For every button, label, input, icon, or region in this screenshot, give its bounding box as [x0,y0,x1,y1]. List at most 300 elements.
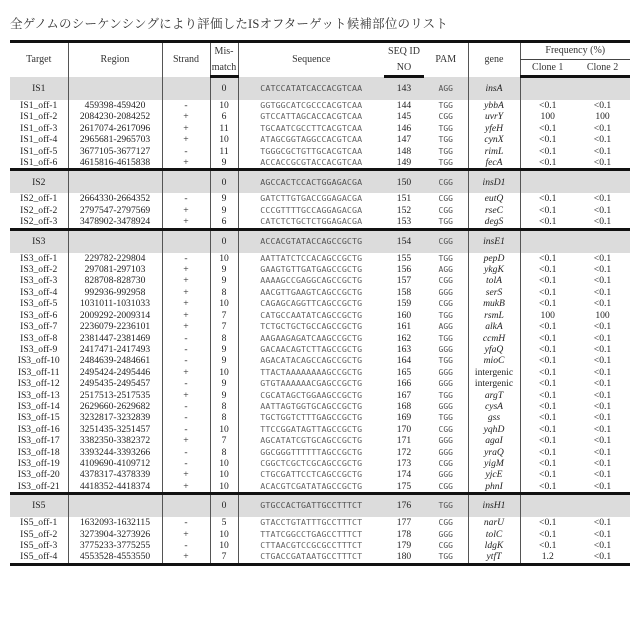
sequence-cell: CATCCATATCACCACGTCAA [238,77,384,101]
sequence-cell: AAAAGCCGAGGCAGCCGCTG [238,275,384,286]
gene-cell: phnI [468,481,520,494]
sequence-cell: ATAGCGGTAGGCCACGTCAA [238,134,384,145]
pam-cell: TGG [424,100,468,111]
clone1-cell: <0.1 [520,481,575,494]
strand-cell: + [162,321,210,332]
target-group-row [10,494,630,518]
mismatch-cell: 9 [210,378,238,389]
seqid-cell: 159 [384,298,424,309]
clone1-cell [520,494,575,518]
sequence-cell: CTGCGATTCCTCAGCCGCTG [238,469,384,480]
region-cell: 2517513-2517535 [68,390,162,401]
seqid-cell: 161 [384,321,424,332]
clone2-cell [575,229,630,253]
strand-cell: + [162,435,210,446]
clone2-cell [575,77,630,101]
target-name: IS1_off-1 [10,100,68,111]
clone2-cell: <0.1 [575,481,630,494]
off-target-row [10,287,630,298]
sequence-cell: CCCGTTTTGCCAGGAGACGA [238,205,384,216]
seqid-cell: 166 [384,378,424,389]
gene-cell: uvrY [468,111,520,122]
target-group-row [10,170,630,194]
pam-cell: CGG [424,540,468,551]
seqid-cell: 153 [384,216,424,229]
clone2-cell: <0.1 [575,447,630,458]
strand-cell: - [162,253,210,264]
gene-cell: tolA [468,275,520,286]
gene-cell: ytfT [468,551,520,564]
pam-cell: AGG [424,321,468,332]
mismatch-cell: 0 [210,77,238,101]
target-name: IS3_off-20 [10,469,68,480]
clone1-cell: <0.1 [520,469,575,480]
off-target-row [10,435,630,446]
header-seqid-1: SEQ ID [384,42,424,60]
header-pam: PAM [424,42,468,77]
off-target-row [10,298,630,309]
gene-cell: rimL [468,146,520,157]
header-target: Target [10,42,68,77]
sequence-cell: GTCCATTAGCACCACGTCAA [238,111,384,122]
region-cell: 2236079-2236101 [68,321,162,332]
seqid-cell: 151 [384,193,424,204]
pam-cell: GGG [424,401,468,412]
pam-cell: TGG [424,146,468,157]
gene-cell: intergenic [468,367,520,378]
strand-cell: + [162,287,210,298]
sequence-cell: TGCAATCGCCTTCACGTCAA [238,123,384,134]
region-cell: 2381447-2381469 [68,333,162,344]
mismatch-cell: 11 [210,146,238,157]
off-target-row [10,123,630,134]
sequence-cell: CGCATAGCTGGAAGCCGCTG [238,390,384,401]
region-cell: 229782-229804 [68,253,162,264]
target-name: IS3_off-15 [10,412,68,423]
region-cell: 2484639-2484661 [68,355,162,366]
sequence-cell: GAAGTGTTGATGAGCCGCTG [238,264,384,275]
pam-cell: TGG [424,551,468,564]
sequence-cell: GGCGGGTTTTTTAGCCGCTG [238,447,384,458]
clone1-cell: 1.2 [520,551,575,564]
off-target-row [10,157,630,170]
region-cell: 4109690-4109712 [68,458,162,469]
seqid-cell: 172 [384,447,424,458]
mismatch-cell: 10 [210,529,238,540]
pam-cell: TGG [424,412,468,423]
gene-cell: degS [468,216,520,229]
region-cell: 297081-297103 [68,264,162,275]
seqid-cell: 147 [384,134,424,145]
pam-cell: TGG [424,333,468,344]
mismatch-cell: 10 [210,367,238,378]
seqid-cell: 175 [384,481,424,494]
mismatch-cell: 0 [210,170,238,194]
pam-cell: CGG [424,458,468,469]
strand-cell: + [162,205,210,216]
strand-cell: + [162,481,210,494]
gene-cell: yraQ [468,447,520,458]
pam-cell: CGG [424,205,468,216]
seqid-cell: 173 [384,458,424,469]
target-name: IS5_off-1 [10,517,68,528]
pam-cell: CGG [424,298,468,309]
sequence-cell: AACGTTGAAGTCAGCCGCTG [238,287,384,298]
off-target-row [10,344,630,355]
clone1-cell: <0.1 [520,517,575,528]
target-name: IS3_off-12 [10,378,68,389]
clone2-cell: <0.1 [575,424,630,435]
clone2-cell: <0.1 [575,435,630,446]
strand-cell: + [162,529,210,540]
clone1-cell: <0.1 [520,264,575,275]
gene-cell: ldgK [468,540,520,551]
sequence-cell: GTACCTGTATTTGCCTTTCT [238,517,384,528]
off-target-row [10,146,630,157]
sequence-cell: ACCACCGCGTACCACGTCAA [238,157,384,170]
region-cell: 4378317-4378339 [68,469,162,480]
target-name: IS3_off-1 [10,253,68,264]
target-name: IS1_off-4 [10,134,68,145]
clone1-cell: <0.1 [520,367,575,378]
sequence-cell: TCTGCTGCTGCCAGCCGCTG [238,321,384,332]
clone1-cell: <0.1 [520,333,575,344]
gene-cell: insE1 [468,229,520,253]
clone2-cell: <0.1 [575,298,630,309]
region-cell: 2797547-2797569 [68,205,162,216]
strand-cell: + [162,390,210,401]
seqid-cell: 165 [384,367,424,378]
gene-cell: yigM [468,458,520,469]
mismatch-cell: 0 [210,229,238,253]
header-sequence: Sequence [238,42,384,77]
mismatch-cell: 9 [210,157,238,170]
gene-cell: cynX [468,134,520,145]
region-cell [68,77,162,101]
gene-cell: insD1 [468,170,520,194]
strand-cell: - [162,424,210,435]
clone1-cell: <0.1 [520,216,575,229]
sequence-cell: AGACATACAGCCAGCCGCTG [238,355,384,366]
gene-cell: cysA [468,401,520,412]
off-target-row [10,253,630,264]
strand-cell: - [162,540,210,551]
seqid-cell: 163 [384,344,424,355]
off-target-table [10,40,630,566]
seqid-cell: 158 [384,287,424,298]
mismatch-cell: 9 [210,264,238,275]
mismatch-cell: 7 [210,321,238,332]
gene-cell: yjcE [468,469,520,480]
target-name: IS2_off-3 [10,216,68,229]
target-name: IS2_off-2 [10,205,68,216]
clone2-cell: <0.1 [575,264,630,275]
seqid-cell: 177 [384,517,424,528]
sequence-cell: ACACGTCGATATAGCCGCTG [238,481,384,494]
sequence-cell: GGTGGCATCGCCCACGTCAA [238,100,384,111]
seqid-cell: 146 [384,123,424,134]
strand-cell: + [162,157,210,170]
strand-cell: + [162,275,210,286]
mismatch-cell: 7 [210,551,238,564]
region-cell [68,170,162,194]
off-target-row [10,333,630,344]
seqid-cell: 178 [384,529,424,540]
strand-cell [162,229,210,253]
clone1-cell: <0.1 [520,298,575,309]
region-cell: 3478902-3478924 [68,216,162,229]
off-target-row [10,216,630,229]
clone1-cell: <0.1 [520,412,575,423]
pam-cell: AGG [424,264,468,275]
pam-cell: GGG [424,367,468,378]
strand-cell: + [162,367,210,378]
target-group-row [10,77,630,101]
header-seqid-2: NO [384,60,424,77]
gene-cell: tolC [468,529,520,540]
mismatch-cell: 8 [210,447,238,458]
gene-cell: serS [468,287,520,298]
region-cell: 2617074-2617096 [68,123,162,134]
clone2-cell: <0.1 [575,287,630,298]
seqid-cell: 171 [384,435,424,446]
strand-cell: + [162,551,210,564]
sequence-cell: CTGACCGATAATGCCTTTCT [238,551,384,564]
pam-cell: TGG [424,123,468,134]
off-target-row [10,264,630,275]
off-target-row [10,355,630,366]
clone2-cell: <0.1 [575,275,630,286]
pam-cell: TGG [424,134,468,145]
sequence-cell: GACAACAGTCTTAGCCGCTG [238,344,384,355]
strand-cell [162,494,210,518]
off-target-row [10,205,630,216]
gene-cell: narU [468,517,520,528]
mismatch-cell: 6 [210,111,238,122]
sequence-cell: TTCCGGATAGTTAGCCGCTG [238,424,384,435]
pam-cell: TGG [424,253,468,264]
table-caption: 全ゲノムのシーケンシングにより評価したISオフターゲット候補部位のリスト [10,14,448,32]
target-name: IS2 [10,170,68,194]
sequence-cell: CGGCTCGCTCGCAGCCGCTG [238,458,384,469]
strand-cell [162,77,210,101]
strand-cell: + [162,264,210,275]
target-name: IS1_off-3 [10,123,68,134]
clone1-cell: <0.1 [520,390,575,401]
gene-cell: gss [468,412,520,423]
seqid-cell: 170 [384,424,424,435]
seqid-cell: 160 [384,310,424,321]
region-cell: 2009292-2009314 [68,310,162,321]
header-mismatch-1: Mis- [210,42,238,60]
gene-cell: ykgK [468,264,520,275]
seqid-cell: 179 [384,540,424,551]
clone2-cell: <0.1 [575,157,630,170]
off-target-row [10,401,630,412]
target-group-row [10,229,630,253]
strand-cell: - [162,146,210,157]
pam-cell: GGG [424,378,468,389]
region-cell: 3273904-3273926 [68,529,162,540]
strand-cell: - [162,333,210,344]
sequence-cell: TGGGCGCTGTTGCACGTCAA [238,146,384,157]
target-name: IS5_off-3 [10,540,68,551]
seqid-cell: 156 [384,264,424,275]
off-target-row [10,390,630,401]
off-target-row [10,134,630,145]
gene-cell: pepD [468,253,520,264]
clone1-cell: <0.1 [520,134,575,145]
target-name: IS3_off-13 [10,390,68,401]
target-name: IS5_off-4 [10,551,68,564]
off-target-row [10,458,630,469]
clone1-cell: <0.1 [520,193,575,204]
strand-cell: + [162,123,210,134]
mismatch-cell: 10 [210,253,238,264]
target-name: IS3_off-2 [10,264,68,275]
clone2-cell: <0.1 [575,390,630,401]
strand-cell: - [162,344,210,355]
header-strand: Strand [162,42,210,77]
seqid-cell: 168 [384,401,424,412]
strand-cell: - [162,401,210,412]
clone1-cell: <0.1 [520,123,575,134]
mismatch-cell: 7 [210,435,238,446]
clone2-cell: 100 [575,111,630,122]
sequence-cell: TTACTAAAAAAAAGCCGCTG [238,367,384,378]
strand-cell: + [162,134,210,145]
target-name: IS1_off-2 [10,111,68,122]
region-cell: 2495435-2495457 [68,378,162,389]
mismatch-cell: 9 [210,390,238,401]
target-name: IS3_off-18 [10,447,68,458]
sequence-cell: AGCATATCGTGCAGCCGCTG [238,435,384,446]
clone1-cell: 100 [520,310,575,321]
target-name: IS2_off-1 [10,193,68,204]
sequence-cell: TGCTGGTCTTTGAGCCGCTG [238,412,384,423]
sequence-cell: GATCTTGTGACCGGAGACGA [238,193,384,204]
clone2-cell: <0.1 [575,134,630,145]
off-target-row [10,517,630,528]
target-name: IS1 [10,77,68,101]
clone1-cell [520,170,575,194]
target-name: IS3_off-6 [10,310,68,321]
clone2-cell: <0.1 [575,216,630,229]
seqid-cell: 145 [384,111,424,122]
strand-cell: - [162,193,210,204]
region-cell: 828708-828730 [68,275,162,286]
seqid-cell: 169 [384,412,424,423]
off-target-row [10,447,630,458]
off-target-row [10,367,630,378]
sequence-cell: ACCACGTATACCAGCCGCTG [238,229,384,253]
clone2-cell [575,170,630,194]
pam-cell: CGG [424,193,468,204]
target-name: IS3 [10,229,68,253]
target-name: IS3_off-8 [10,333,68,344]
sequence-cell: CTTAACGTCCGCGCCTTTCT [238,540,384,551]
mismatch-cell: 9 [210,205,238,216]
mismatch-cell: 10 [210,134,238,145]
clone1-cell: <0.1 [520,275,575,286]
target-name: IS3_off-7 [10,321,68,332]
seqid-cell: 154 [384,229,424,253]
sequence-cell: CATGCCAATATCAGCCGCTG [238,310,384,321]
sequence-cell: CAGAGCAGGTTCAGCCGCTG [238,298,384,309]
strand-cell: + [162,310,210,321]
gene-cell: agaI [468,435,520,446]
clone1-cell: <0.1 [520,287,575,298]
sequence-cell: AGCCACTCCACTGGAGACGA [238,170,384,194]
sequence-cell: CATCTCTGCTCTGGAGACGA [238,216,384,229]
gene-cell: mukB [468,298,520,309]
pam-cell: GGG [424,469,468,480]
gene-cell: ybbA [468,100,520,111]
mismatch-cell: 9 [210,275,238,286]
seqid-cell: 180 [384,551,424,564]
seqid-cell: 148 [384,146,424,157]
mismatch-cell: 8 [210,401,238,412]
region-cell: 2084230-2084252 [68,111,162,122]
clone2-cell [575,494,630,518]
clone2-cell: <0.1 [575,551,630,564]
region-cell: 2664330-2664352 [68,193,162,204]
mismatch-cell: 8 [210,412,238,423]
off-target-row [10,412,630,423]
sequence-cell: AAGAAGAGATCAAGCCGCTG [238,333,384,344]
mismatch-cell: 9 [210,193,238,204]
gene-cell: yqhD [468,424,520,435]
off-target-row [10,529,630,540]
seqid-cell: 174 [384,469,424,480]
clone1-cell: <0.1 [520,540,575,551]
clone1-cell: <0.1 [520,146,575,157]
seqid-cell: 176 [384,494,424,518]
clone2-cell: <0.1 [575,469,630,480]
target-name: IS3_off-21 [10,481,68,494]
region-cell [68,494,162,518]
off-target-row [10,540,630,551]
header-clone-2: Clone 2 [575,60,630,77]
clone2-cell: <0.1 [575,355,630,366]
gene-cell: argT [468,390,520,401]
strand-cell: - [162,378,210,389]
pam-cell: CGG [424,229,468,253]
mismatch-cell: 10 [210,298,238,309]
pam-cell: CGG [424,517,468,528]
clone2-cell: <0.1 [575,344,630,355]
mismatch-cell: 10 [210,424,238,435]
strand-cell: + [162,216,210,229]
strand-cell [162,170,210,194]
clone2-cell: <0.1 [575,540,630,551]
region-cell: 2629660-2629682 [68,401,162,412]
off-target-row [10,424,630,435]
region-cell: 1632093-1632115 [68,517,162,528]
pam-cell: CGG [424,481,468,494]
region-cell: 4553528-4553550 [68,551,162,564]
header-clone-1: Clone 1 [520,60,575,77]
pam-cell: TGG [424,355,468,366]
target-name: IS1_off-5 [10,146,68,157]
header-gene: gene [468,42,520,77]
sequence-cell: GTGCCACTGATTGCCTTTCT [238,494,384,518]
region-cell: 3382350-3382372 [68,435,162,446]
gene-cell: ccmH [468,333,520,344]
gene-cell: eutQ [468,193,520,204]
off-target-row [10,551,630,564]
clone2-cell: <0.1 [575,193,630,204]
